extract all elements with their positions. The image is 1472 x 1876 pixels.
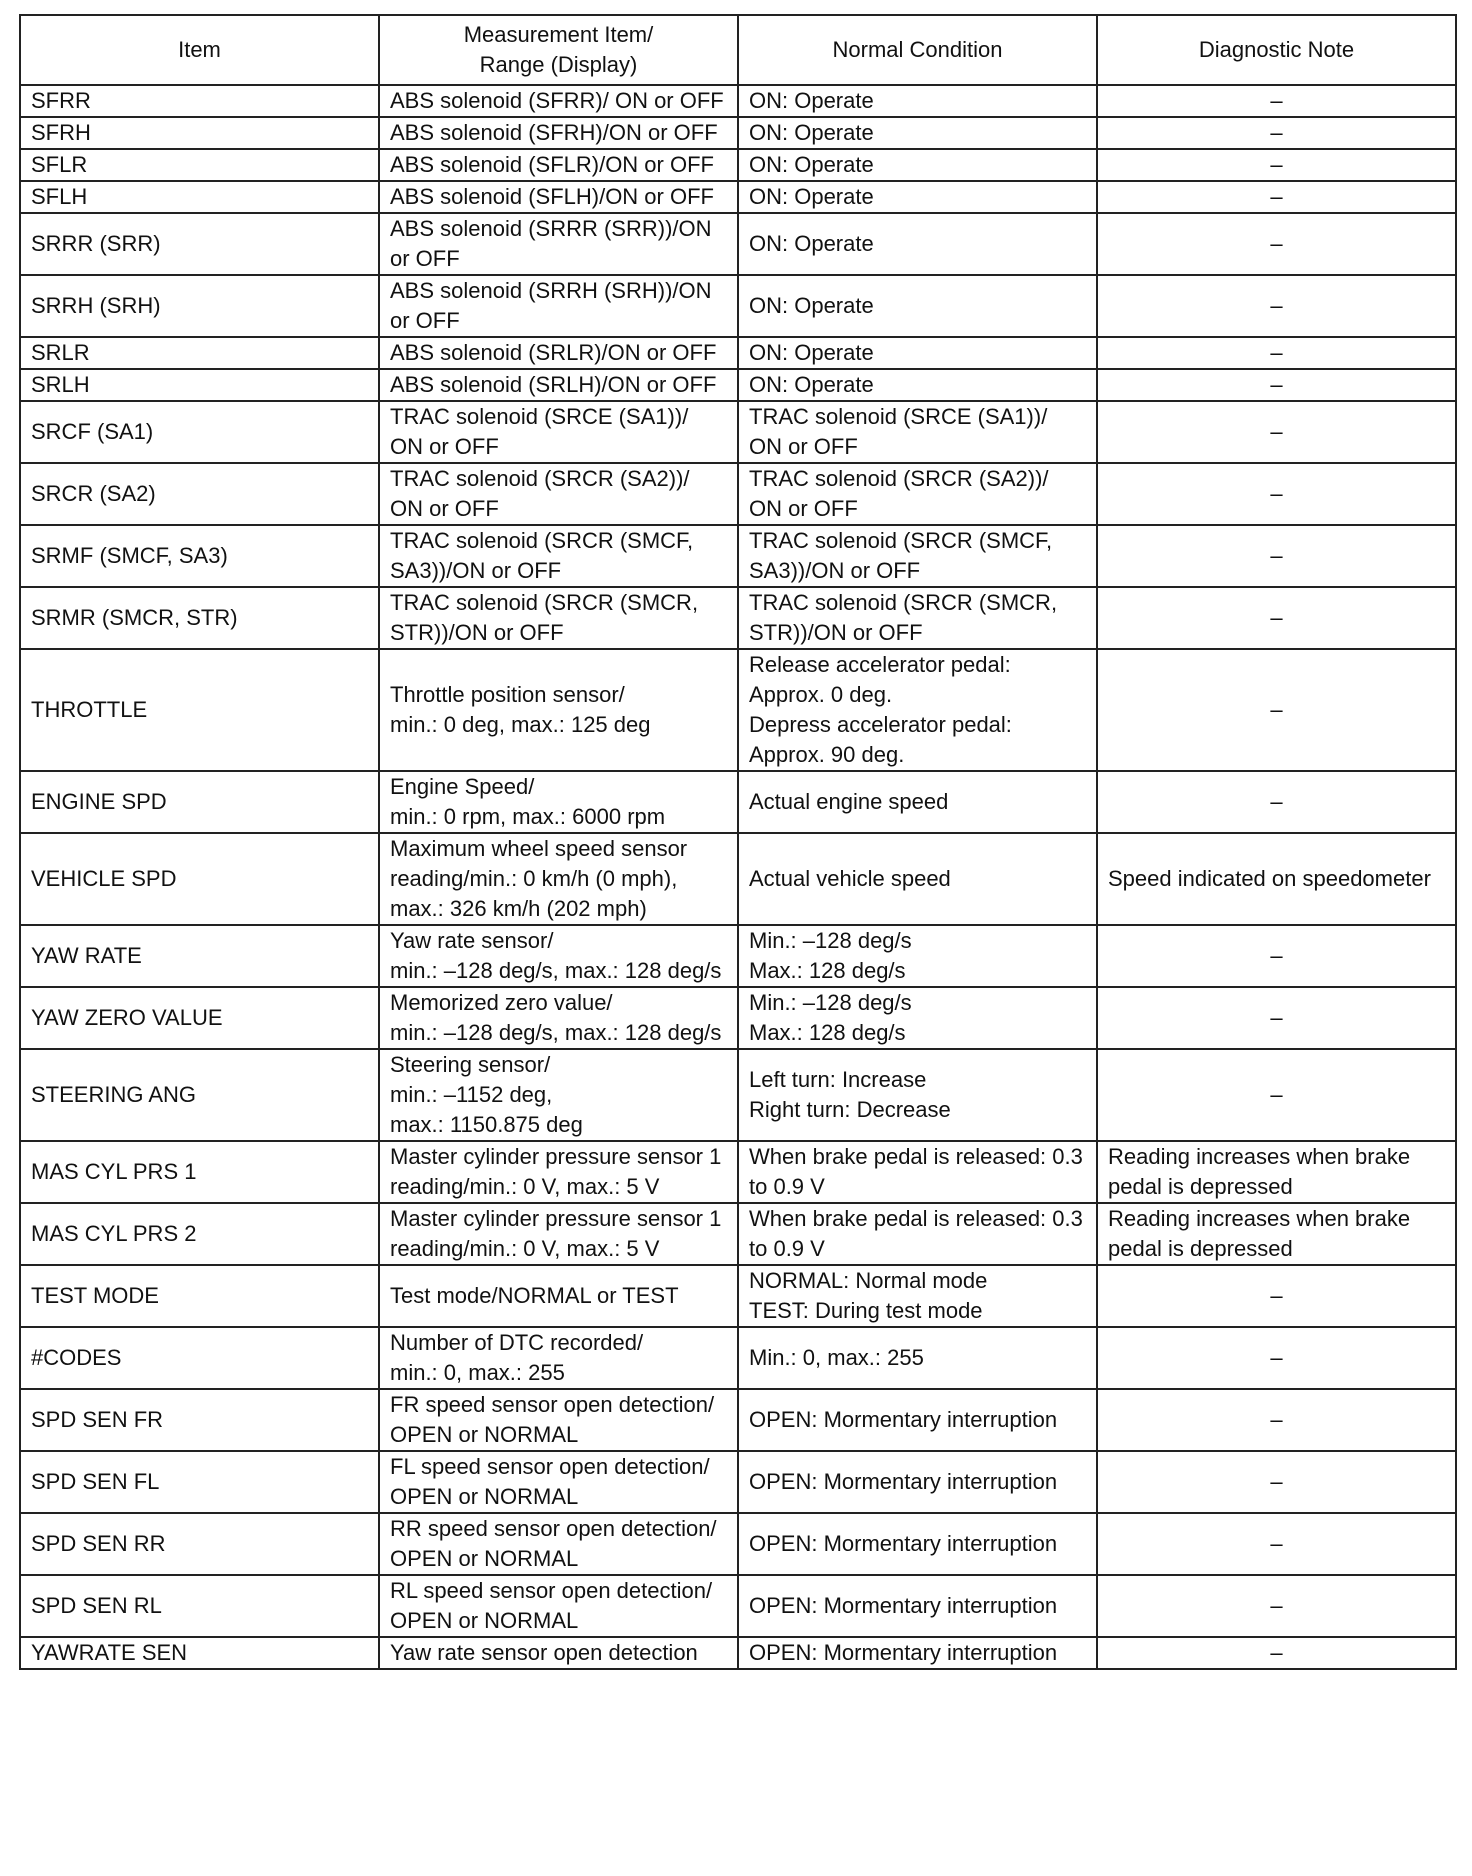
table-row bbox=[20, 1265, 1456, 1327]
cell-measurement: Yaw rate sensor/ min.: –128 deg/s, max.: 128 deg/s bbox=[379, 925, 738, 987]
header-normal-condition: Normal Condition bbox=[738, 15, 1097, 85]
cell-diagnostic-note: – bbox=[1097, 1389, 1456, 1451]
cell-measurement: TRAC solenoid (SRCR (SMCF, SA3))/ON or OFF bbox=[379, 525, 738, 587]
table-row bbox=[20, 525, 1456, 587]
cell-normal-condition: OPEN: Mormentary interruption bbox=[738, 1451, 1097, 1513]
cell-normal-condition: When brake pedal is released: 0.3 to 0.9 V bbox=[738, 1203, 1097, 1265]
cell-diagnostic-note: – bbox=[1097, 85, 1456, 117]
cell-item: SFRR bbox=[20, 85, 379, 117]
cell-diagnostic-note: – bbox=[1097, 1265, 1456, 1327]
diagnostic-data-table bbox=[19, 14, 1457, 1670]
cell-diagnostic-note: – bbox=[1097, 1049, 1456, 1141]
cell-item: SRLH bbox=[20, 369, 379, 401]
cell-measurement: ABS solenoid (SRRH (SRH))/ON or OFF bbox=[379, 275, 738, 337]
cell-measurement: Throttle position sensor/ min.: 0 deg, max.: 125 deg bbox=[379, 649, 738, 771]
cell-diagnostic-note: – bbox=[1097, 1327, 1456, 1389]
cell-item: VEHICLE SPD bbox=[20, 833, 379, 925]
cell-diagnostic-note: – bbox=[1097, 1637, 1456, 1669]
cell-normal-condition: OPEN: Mormentary interruption bbox=[738, 1637, 1097, 1669]
cell-normal-condition: OPEN: Mormentary interruption bbox=[738, 1389, 1097, 1451]
table-row bbox=[20, 213, 1456, 275]
cell-diagnostic-note: – bbox=[1097, 649, 1456, 771]
table-row bbox=[20, 181, 1456, 213]
cell-diagnostic-note: – bbox=[1097, 337, 1456, 369]
cell-normal-condition: Min.: –128 deg/s Max.: 128 deg/s bbox=[738, 925, 1097, 987]
cell-measurement: Engine Speed/ min.: 0 rpm, max.: 6000 rpm bbox=[379, 771, 738, 833]
cell-normal-condition: TRAC solenoid (SRCR (SMCR, STR))/ON or OFF bbox=[738, 587, 1097, 649]
cell-diagnostic-note: – bbox=[1097, 181, 1456, 213]
cell-normal-condition: Actual engine speed bbox=[738, 771, 1097, 833]
table-row bbox=[20, 85, 1456, 117]
cell-normal-condition: TRAC solenoid (SRCR (SMCF, SA3))/ON or OFF bbox=[738, 525, 1097, 587]
cell-normal-condition: ON: Operate bbox=[738, 149, 1097, 181]
table-row bbox=[20, 369, 1456, 401]
cell-measurement: RL speed sensor open detection/ OPEN or NORMAL bbox=[379, 1575, 738, 1637]
cell-measurement: RR speed sensor open detection/ OPEN or NORMAL bbox=[379, 1513, 738, 1575]
cell-normal-condition: ON: Operate bbox=[738, 85, 1097, 117]
cell-item: MAS CYL PRS 1 bbox=[20, 1141, 379, 1203]
table-row bbox=[20, 1327, 1456, 1389]
cell-measurement: TRAC solenoid (SRCE (SA1))/ ON or OFF bbox=[379, 401, 738, 463]
cell-normal-condition: Min.: 0, max.: 255 bbox=[738, 1327, 1097, 1389]
cell-measurement: TRAC solenoid (SRCR (SA2))/ ON or OFF bbox=[379, 463, 738, 525]
cell-item: SRCF (SA1) bbox=[20, 401, 379, 463]
table-row bbox=[20, 1451, 1456, 1513]
cell-diagnostic-note: – bbox=[1097, 925, 1456, 987]
cell-measurement: Steering sensor/ min.: –1152 deg, max.: 1150.875 deg bbox=[379, 1049, 738, 1141]
cell-measurement: ABS solenoid (SRLR)/ON or OFF bbox=[379, 337, 738, 369]
document-page bbox=[19, 14, 1455, 1670]
cell-item: SPD SEN FR bbox=[20, 1389, 379, 1451]
cell-measurement: Memorized zero value/ min.: –128 deg/s, max.: 128 deg/s bbox=[379, 987, 738, 1049]
table-header bbox=[20, 15, 1456, 85]
cell-diagnostic-note: – bbox=[1097, 1575, 1456, 1637]
cell-normal-condition: Min.: –128 deg/s Max.: 128 deg/s bbox=[738, 987, 1097, 1049]
cell-measurement: ABS solenoid (SFRR)/ ON or OFF bbox=[379, 85, 738, 117]
cell-normal-condition: TRAC solenoid (SRCE (SA1))/ ON or OFF bbox=[738, 401, 1097, 463]
cell-normal-condition: OPEN: Mormentary interruption bbox=[738, 1575, 1097, 1637]
table-row bbox=[20, 649, 1456, 771]
table-row bbox=[20, 1575, 1456, 1637]
table-row bbox=[20, 833, 1456, 925]
cell-diagnostic-note: – bbox=[1097, 771, 1456, 833]
table-row bbox=[20, 1049, 1456, 1141]
header-diagnostic-note: Diagnostic Note bbox=[1097, 15, 1456, 85]
cell-item: THROTTLE bbox=[20, 649, 379, 771]
cell-normal-condition: Actual vehicle speed bbox=[738, 833, 1097, 925]
cell-measurement: ABS solenoid (SFRH)/ON or OFF bbox=[379, 117, 738, 149]
cell-item: MAS CYL PRS 2 bbox=[20, 1203, 379, 1265]
cell-normal-condition: OPEN: Mormentary interruption bbox=[738, 1513, 1097, 1575]
table-row bbox=[20, 117, 1456, 149]
table-row bbox=[20, 463, 1456, 525]
cell-measurement: ABS solenoid (SFLH)/ON or OFF bbox=[379, 181, 738, 213]
cell-item: SFRH bbox=[20, 117, 379, 149]
table-row bbox=[20, 771, 1456, 833]
table-row bbox=[20, 1389, 1456, 1451]
cell-diagnostic-note: – bbox=[1097, 149, 1456, 181]
cell-diagnostic-note: – bbox=[1097, 213, 1456, 275]
table-row bbox=[20, 987, 1456, 1049]
cell-measurement: ABS solenoid (SFLR)/ON or OFF bbox=[379, 149, 738, 181]
cell-measurement: ABS solenoid (SRRR (SRR))/ON or OFF bbox=[379, 213, 738, 275]
cell-diagnostic-note: Speed indicated on speedometer bbox=[1097, 833, 1456, 925]
cell-normal-condition: When brake pedal is released: 0.3 to 0.9 V bbox=[738, 1141, 1097, 1203]
cell-item: YAW RATE bbox=[20, 925, 379, 987]
cell-item: YAW ZERO VALUE bbox=[20, 987, 379, 1049]
cell-item: SRCR (SA2) bbox=[20, 463, 379, 525]
cell-item: #CODES bbox=[20, 1327, 379, 1389]
cell-item: SPD SEN RL bbox=[20, 1575, 379, 1637]
cell-measurement: TRAC solenoid (SRCR (SMCR, STR))/ON or OFF bbox=[379, 587, 738, 649]
cell-item: SRLR bbox=[20, 337, 379, 369]
cell-diagnostic-note: – bbox=[1097, 587, 1456, 649]
cell-diagnostic-note: – bbox=[1097, 117, 1456, 149]
cell-item: SRMR (SMCR, STR) bbox=[20, 587, 379, 649]
cell-normal-condition: Left turn: Increase Right turn: Decrease bbox=[738, 1049, 1097, 1141]
cell-item: STEERING ANG bbox=[20, 1049, 379, 1141]
table-row bbox=[20, 337, 1456, 369]
cell-normal-condition: Release accelerator pedal: Approx. 0 deg. Depress accelerator pedal: Approx. 90 deg. bbox=[738, 649, 1097, 771]
table-row bbox=[20, 1637, 1456, 1669]
cell-measurement: FL speed sensor open detection/ OPEN or NORMAL bbox=[379, 1451, 738, 1513]
cell-normal-condition: NORMAL: Normal mode TEST: During test mode bbox=[738, 1265, 1097, 1327]
cell-diagnostic-note: – bbox=[1097, 1451, 1456, 1513]
cell-normal-condition: TRAC solenoid (SRCR (SA2))/ ON or OFF bbox=[738, 463, 1097, 525]
cell-normal-condition: ON: Operate bbox=[738, 117, 1097, 149]
cell-item: SRMF (SMCF, SA3) bbox=[20, 525, 379, 587]
cell-measurement: Test mode/NORMAL or TEST bbox=[379, 1265, 738, 1327]
cell-item: SFLR bbox=[20, 149, 379, 181]
table-body bbox=[20, 85, 1456, 1669]
table-row bbox=[20, 1513, 1456, 1575]
cell-diagnostic-note: – bbox=[1097, 369, 1456, 401]
cell-measurement: Yaw rate sensor open detection bbox=[379, 1637, 738, 1669]
cell-normal-condition: ON: Operate bbox=[738, 213, 1097, 275]
cell-normal-condition: ON: Operate bbox=[738, 369, 1097, 401]
cell-measurement: Maximum wheel speed sensor reading/min.: 0 km/h (0 mph), max.: 326 km/h (202 mph) bbox=[379, 833, 738, 925]
cell-item: SPD SEN FL bbox=[20, 1451, 379, 1513]
cell-diagnostic-note: – bbox=[1097, 401, 1456, 463]
cell-diagnostic-note: Reading increases when brake pedal is depressed bbox=[1097, 1141, 1456, 1203]
table-row bbox=[20, 587, 1456, 649]
cell-item: TEST MODE bbox=[20, 1265, 379, 1327]
cell-measurement: FR speed sensor open detection/ OPEN or NORMAL bbox=[379, 1389, 738, 1451]
header-item: Item bbox=[20, 15, 379, 85]
table-row bbox=[20, 149, 1456, 181]
table-row bbox=[20, 1203, 1456, 1265]
cell-item: SRRH (SRH) bbox=[20, 275, 379, 337]
cell-normal-condition: ON: Operate bbox=[738, 181, 1097, 213]
cell-normal-condition: ON: Operate bbox=[738, 275, 1097, 337]
cell-item: SPD SEN RR bbox=[20, 1513, 379, 1575]
cell-normal-condition: ON: Operate bbox=[738, 337, 1097, 369]
cell-diagnostic-note: – bbox=[1097, 525, 1456, 587]
header-row bbox=[20, 15, 1456, 85]
table-row bbox=[20, 275, 1456, 337]
header-measurement-item: Measurement Item/ Range (Display) bbox=[379, 15, 738, 85]
cell-diagnostic-note: Reading increases when brake pedal is depressed bbox=[1097, 1203, 1456, 1265]
cell-item: ENGINE SPD bbox=[20, 771, 379, 833]
cell-item: SFLH bbox=[20, 181, 379, 213]
cell-diagnostic-note: – bbox=[1097, 987, 1456, 1049]
table-row bbox=[20, 1141, 1456, 1203]
cell-diagnostic-note: – bbox=[1097, 463, 1456, 525]
cell-measurement: ABS solenoid (SRLH)/ON or OFF bbox=[379, 369, 738, 401]
cell-measurement: Number of DTC recorded/ min.: 0, max.: 255 bbox=[379, 1327, 738, 1389]
cell-measurement: Master cylinder pressure sensor 1 reading/min.: 0 V, max.: 5 V bbox=[379, 1203, 738, 1265]
table-row bbox=[20, 401, 1456, 463]
cell-diagnostic-note: – bbox=[1097, 1513, 1456, 1575]
cell-measurement: Master cylinder pressure sensor 1 reading/min.: 0 V, max.: 5 V bbox=[379, 1141, 738, 1203]
cell-diagnostic-note: – bbox=[1097, 275, 1456, 337]
cell-item: SRRR (SRR) bbox=[20, 213, 379, 275]
cell-item: YAWRATE SEN bbox=[20, 1637, 379, 1669]
table-row bbox=[20, 925, 1456, 987]
